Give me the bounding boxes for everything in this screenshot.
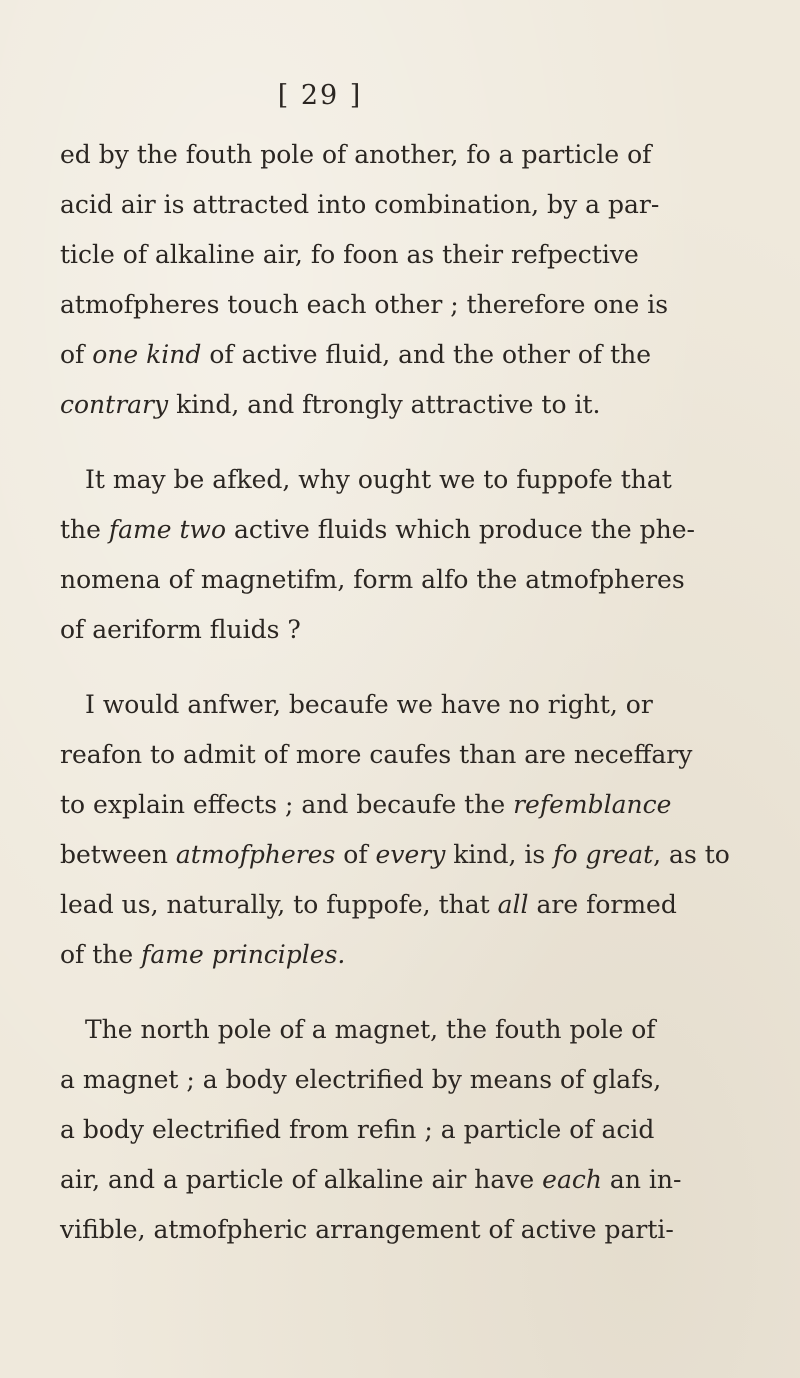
page-number: [ 29 ]: [277, 80, 363, 111]
text-line: ed by the fouth pole of another, fo a particle of: [60, 140, 652, 169]
text-line: I would anfwer, becaufe we have no right, or: [85, 690, 653, 719]
text-line: between atmofpheres of every kind, is fo great, as to: [60, 840, 730, 869]
text-line: of one kind of active fluid, and the other of the: [60, 340, 652, 369]
text-line: a body electrified from refin ; a particle of acid: [60, 1115, 655, 1144]
text-line: The north pole of a magnet, the fouth pole of: [85, 1015, 656, 1044]
text-line: of the fame principles.: [60, 940, 346, 969]
text-line: of aeriform fluids ?: [60, 615, 301, 644]
text-line: atmofpheres touch each other ; therefore one is: [60, 290, 669, 319]
text-line: contrary kind, and ftrongly attractive to it.: [60, 390, 601, 419]
text-line: reafon to admit of more caufes than are neceffary: [60, 740, 693, 769]
text-line: ticle of alkaline air, fo foon as their refpective: [60, 240, 639, 269]
text-line: acid air is attracted into combination, by a par-: [60, 190, 660, 219]
text-line: to explain effects ; and becaufe the refemblance: [60, 790, 672, 819]
text-line: a magnet ; a body electrified by means of glafs,: [60, 1065, 662, 1094]
text-line: lead us, naturally, to fuppofe, that all are formed: [60, 890, 677, 919]
text-line: nomena of magnetifm, form alfo the atmofpheres: [60, 565, 685, 594]
text-line: vifible, atmofpheric arrangement of active parti-: [60, 1215, 674, 1244]
text-line: the fame two active fluids which produce the phe-: [60, 515, 695, 544]
text-line: It may be afked, why ought we to fuppofe that: [85, 465, 672, 494]
text-line: air, and a particle of alkaline air have each an in-: [60, 1165, 682, 1194]
